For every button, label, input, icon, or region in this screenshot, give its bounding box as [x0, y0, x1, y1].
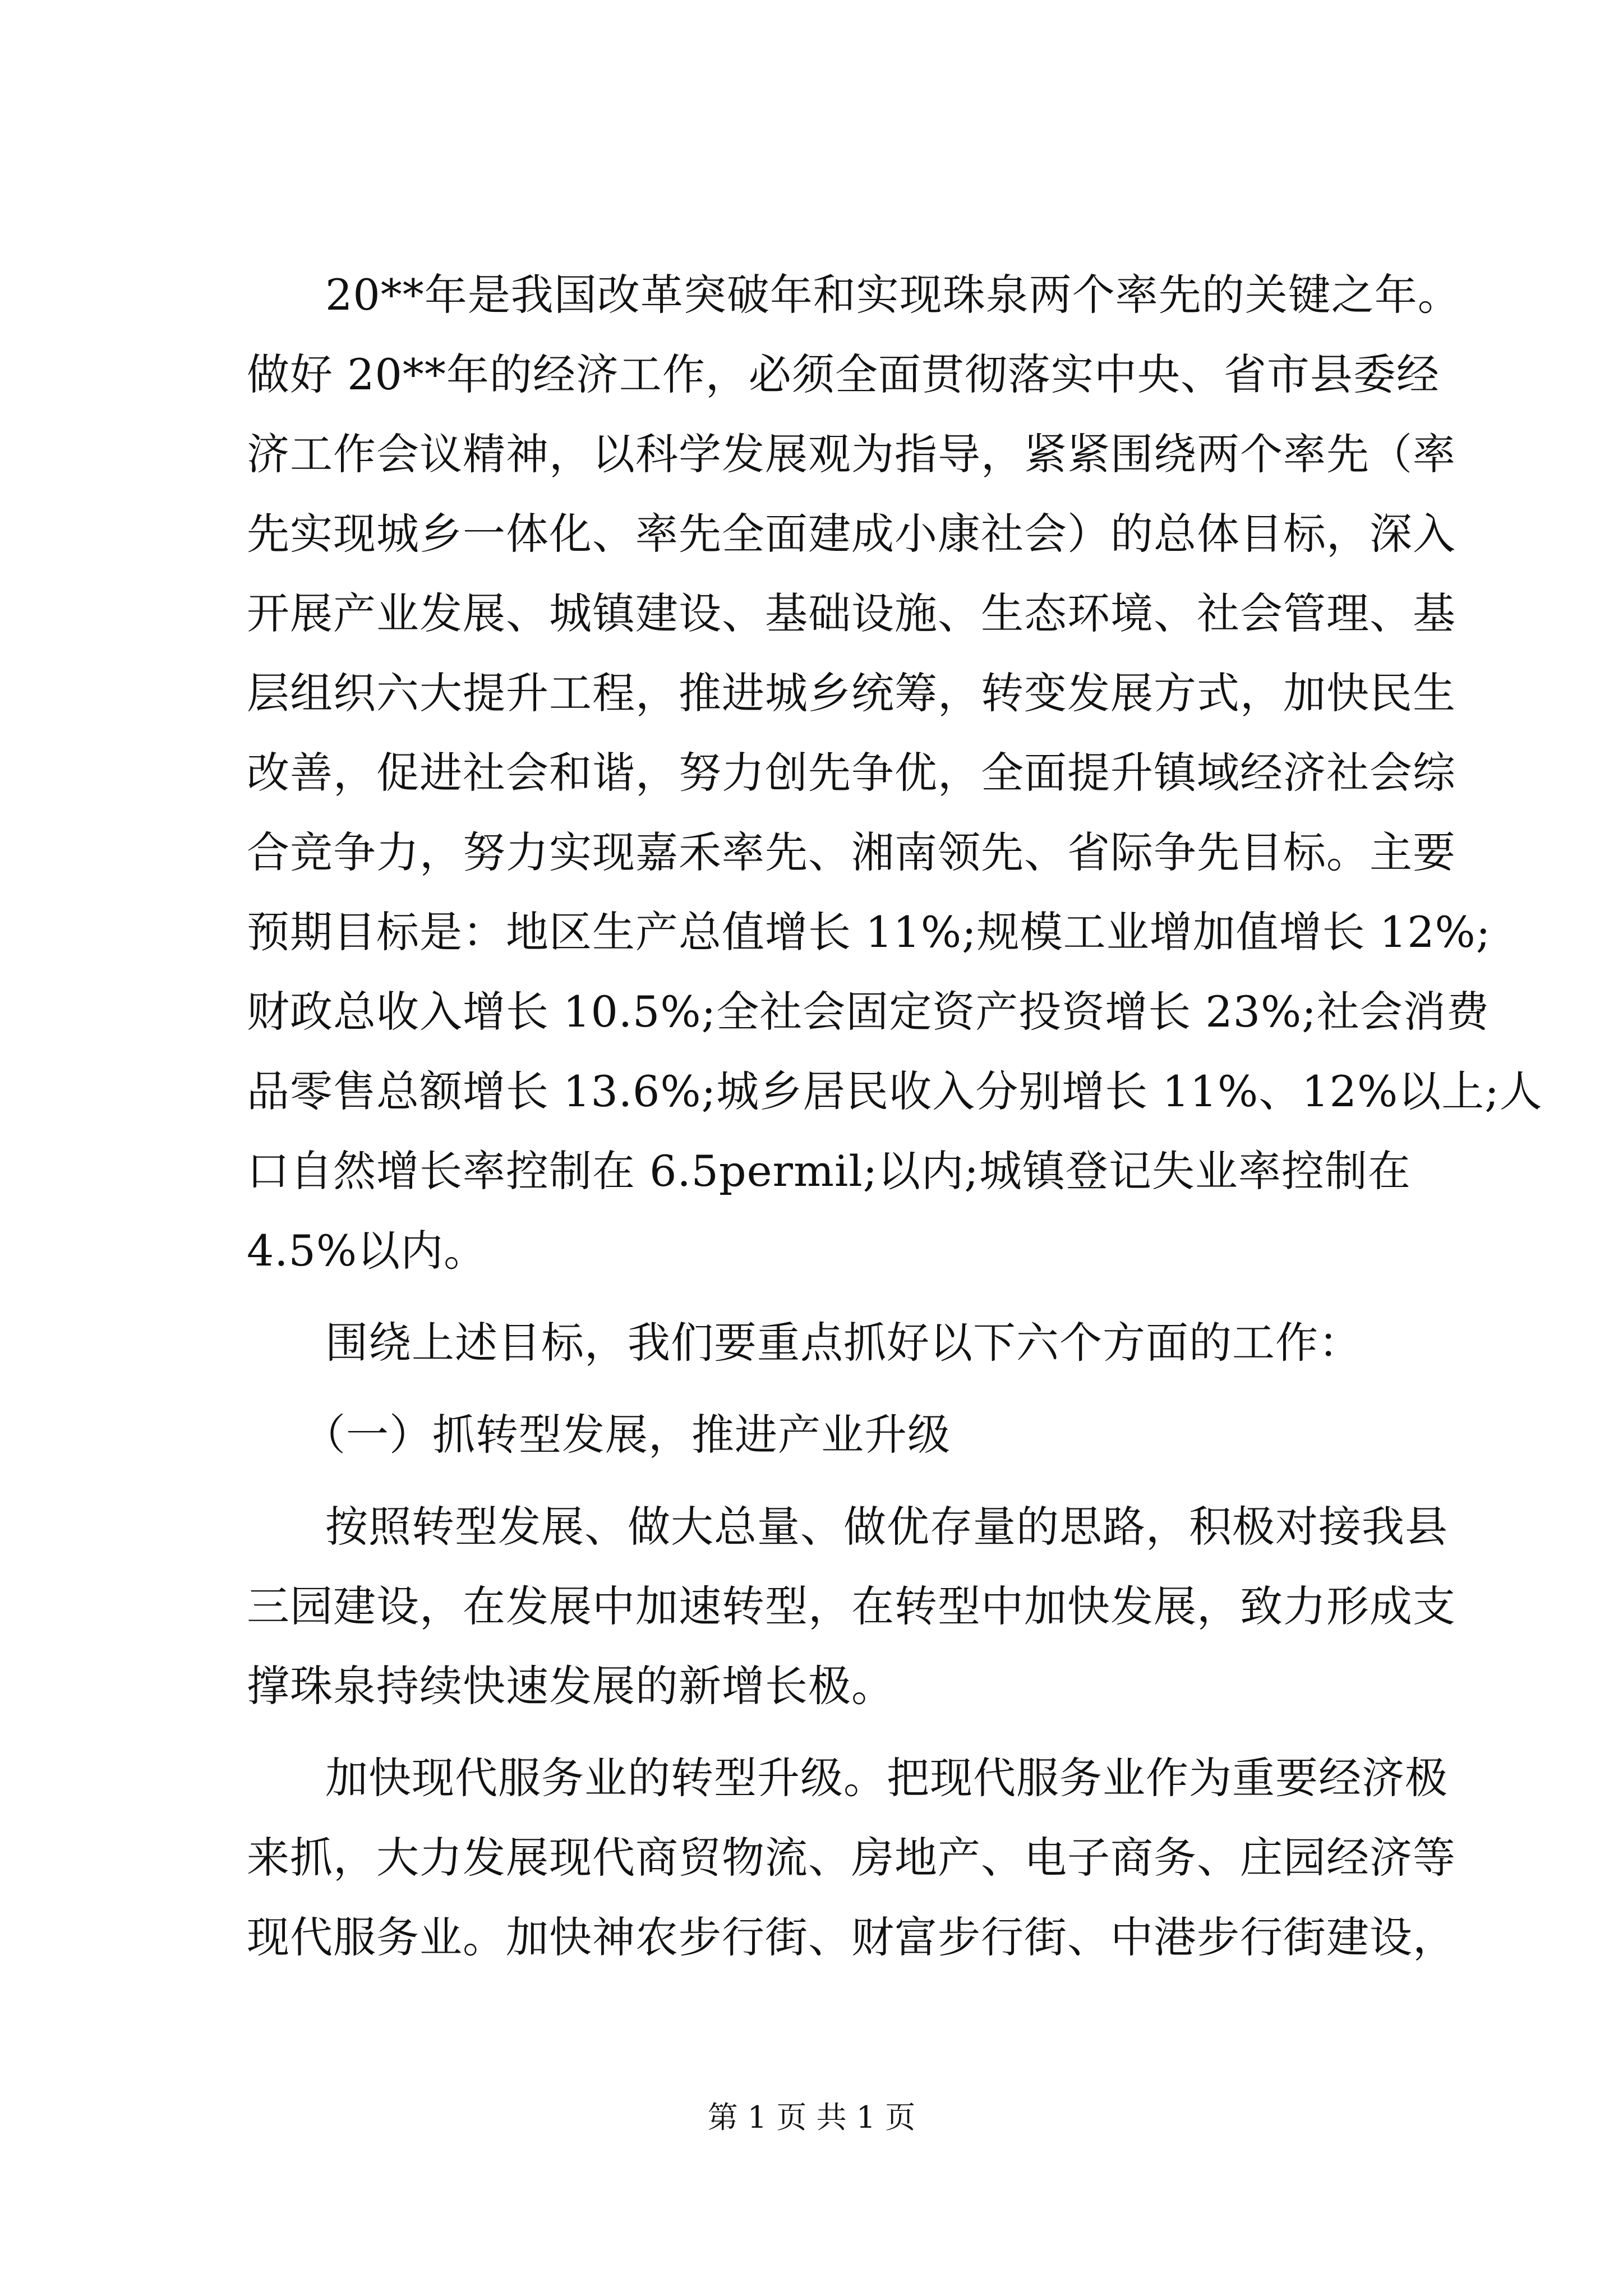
paragraph-line: 合竞争力，努力实现嘉禾率先、湘南领先、省际争先目标。主要 [247, 827, 1456, 877]
paragraph-line: 预期目标是：地区生产总值增长 11%;规模工业增加值增长 12%; [247, 907, 1491, 957]
paragraph-transformation [247, 1487, 1456, 1726]
document-body [247, 255, 1543, 1977]
paragraph-line: 口自然增长率控制在 6.5permil;以内;城镇登记失业率控制在 [247, 1146, 1411, 1196]
section-heading-text: （一）抓转型发展，推进产业升级 [303, 1410, 951, 1460]
paragraph-line: 做好 20**年的经济工作，必须全面贯彻落实中央、省市县委经 [247, 349, 1440, 399]
paragraph-line: 现代服务业。加快神农步行街、财富步行街、中港步行街建设， [247, 1912, 1456, 1962]
paragraph-line: 济工作会议精神，以科学发展观为指导，紧紧围绕两个率先（率 [247, 429, 1456, 479]
page-number-footer: 第 1 页 共 1 页 [707, 2100, 916, 2135]
paragraph-services [247, 1738, 1456, 1977]
paragraph-line: 来抓，大力发展现代商贸物流、房地产、电子商务、庄园经济等 [247, 1833, 1456, 1883]
paragraph-line: 按照转型发展、做大总量、做优存量的思路，积极对接我县 [325, 1502, 1448, 1552]
paragraph-line: 先实现城乡一体化、率先全面建成小康社会）的总体目标，深入 [247, 509, 1456, 559]
paragraph-line: 加快现代服务业的转型升级。把现代服务业作为重要经济极 [325, 1753, 1448, 1803]
paragraph-line: 三园建设，在发展中加速转型，在转型中加快发展，致力形成支 [247, 1581, 1456, 1631]
paragraph-line: 财政总收入增长 10.5%;全社会固定资产投资增长 23%;社会消费 [247, 987, 1490, 1037]
paragraph-line: 4.5%以内。 [247, 1226, 487, 1276]
paragraph-line: 改善，促进社会和谐，努力创先争优，全面提升镇域经济社会综 [247, 748, 1456, 798]
paragraph-targets [247, 255, 1543, 1291]
paragraph-line: 品零售总额增长 13.6%;城乡居民收入分别增长 11%、12%以上;人 [247, 1066, 1543, 1116]
paragraph-line: 层组织六大提升工程，推进城乡统筹，转变发展方式，加快民生 [247, 668, 1456, 718]
paragraph-line: 开展产业发展、城镇建设、基础设施、生态环境、社会管理、基 [247, 588, 1456, 638]
paragraph-line: 撑珠泉持续快速发展的新增长极。 [247, 1661, 895, 1711]
paragraph-intro-tasks [247, 1303, 1424, 1383]
section-heading [247, 1395, 1424, 1475]
paragraph-line: 20**年是我国改革突破年和实现珠泉两个率先的关键之年。 [325, 270, 1461, 320]
paragraph-line: 围绕上述目标，我们要重点抓好以下六个方面的工作： [325, 1318, 1362, 1368]
